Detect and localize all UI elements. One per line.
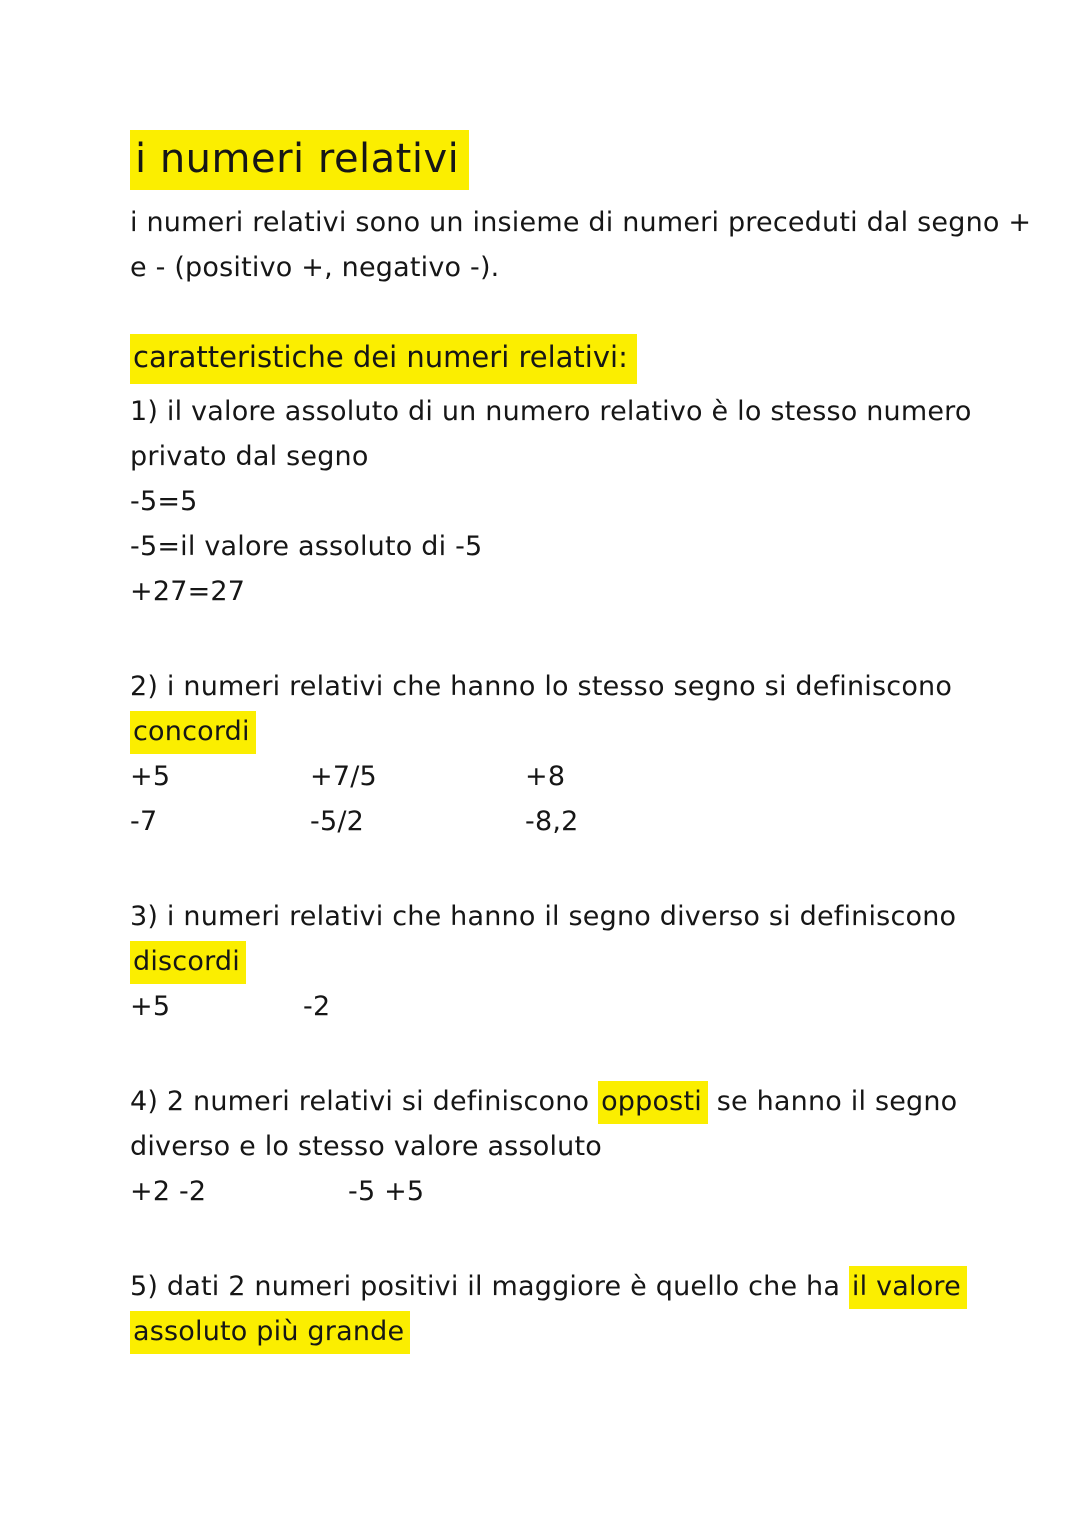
point-4-line-2: diverso e lo stesso valore assoluto xyxy=(130,1130,602,1162)
highlighted-term-concordi: concordi xyxy=(130,711,256,754)
example-value: -8,2 xyxy=(525,805,579,837)
point-2-example-row-1 xyxy=(130,754,1020,799)
point-5-prefix: 5) dati 2 numeri positivi il maggiore è quello che ha xyxy=(130,1270,849,1302)
title-row xyxy=(130,130,1020,190)
highlighted-term-opposti: opposti xyxy=(598,1081,708,1124)
point-2-line-1: 2) i numeri relativi che hanno lo stesso segno si definiscono xyxy=(130,670,953,702)
point-3 xyxy=(130,894,1020,1029)
intro-line: i numeri relativi sono un insieme di numeri preceduti dal segno + xyxy=(130,207,1032,238)
point-1-line-2: privato dal segno xyxy=(130,440,369,472)
page-title: i numeri relativi xyxy=(130,130,469,190)
point-4-line-1 xyxy=(130,1079,1020,1124)
point-1 xyxy=(130,389,1020,614)
point-5-line-2 xyxy=(130,1309,1020,1354)
point-5-line-1 xyxy=(130,1264,1020,1309)
point-2-term-row xyxy=(130,709,1020,754)
point-1-example-3: +27=27 xyxy=(130,575,246,607)
highlighted-phrase-il-valore: il valore xyxy=(849,1266,967,1309)
example-value: +5 xyxy=(130,990,171,1022)
example-value: +2 -2 xyxy=(130,1175,207,1207)
point-2 xyxy=(130,664,1020,844)
example-value: +5 xyxy=(130,760,171,792)
point-4-example-row xyxy=(130,1169,1020,1214)
highlighted-phrase-assoluto-piu-grande: assoluto più grande xyxy=(130,1311,410,1354)
highlighted-term-discordi: discordi xyxy=(130,941,246,984)
point-1-line-1: 1) il valore assoluto di un numero relativo è lo stesso numero xyxy=(130,395,972,427)
point-4-prefix: 4) 2 numeri relativi si definiscono xyxy=(130,1085,599,1117)
section-heading: caratteristiche dei numeri relativi: xyxy=(130,334,637,384)
point-4-suffix: se hanno il segno xyxy=(707,1085,958,1117)
intro-line: e - (positivo +, negativo -). xyxy=(130,252,500,283)
point-3-line-1: 3) i numeri relativi che hanno il segno diverso si definiscono xyxy=(130,900,957,932)
example-value: -5 +5 xyxy=(348,1175,425,1207)
example-value: -7 xyxy=(130,805,158,837)
example-value: -5/2 xyxy=(310,805,364,837)
section-heading-row xyxy=(130,334,1020,384)
point-1-example-2: -5=il valore assoluto di -5 xyxy=(130,530,483,562)
example-value: -2 xyxy=(303,990,331,1022)
point-3-term-row xyxy=(130,939,1020,984)
intro-paragraph xyxy=(130,200,1032,290)
example-value: +8 xyxy=(525,760,566,792)
point-3-example-row xyxy=(130,984,1020,1029)
point-2-example-row-2 xyxy=(130,799,1020,844)
point-1-example-1: -5=5 xyxy=(130,485,198,517)
point-5 xyxy=(130,1264,1020,1354)
example-value: +7/5 xyxy=(310,760,377,792)
point-4 xyxy=(130,1079,1020,1214)
